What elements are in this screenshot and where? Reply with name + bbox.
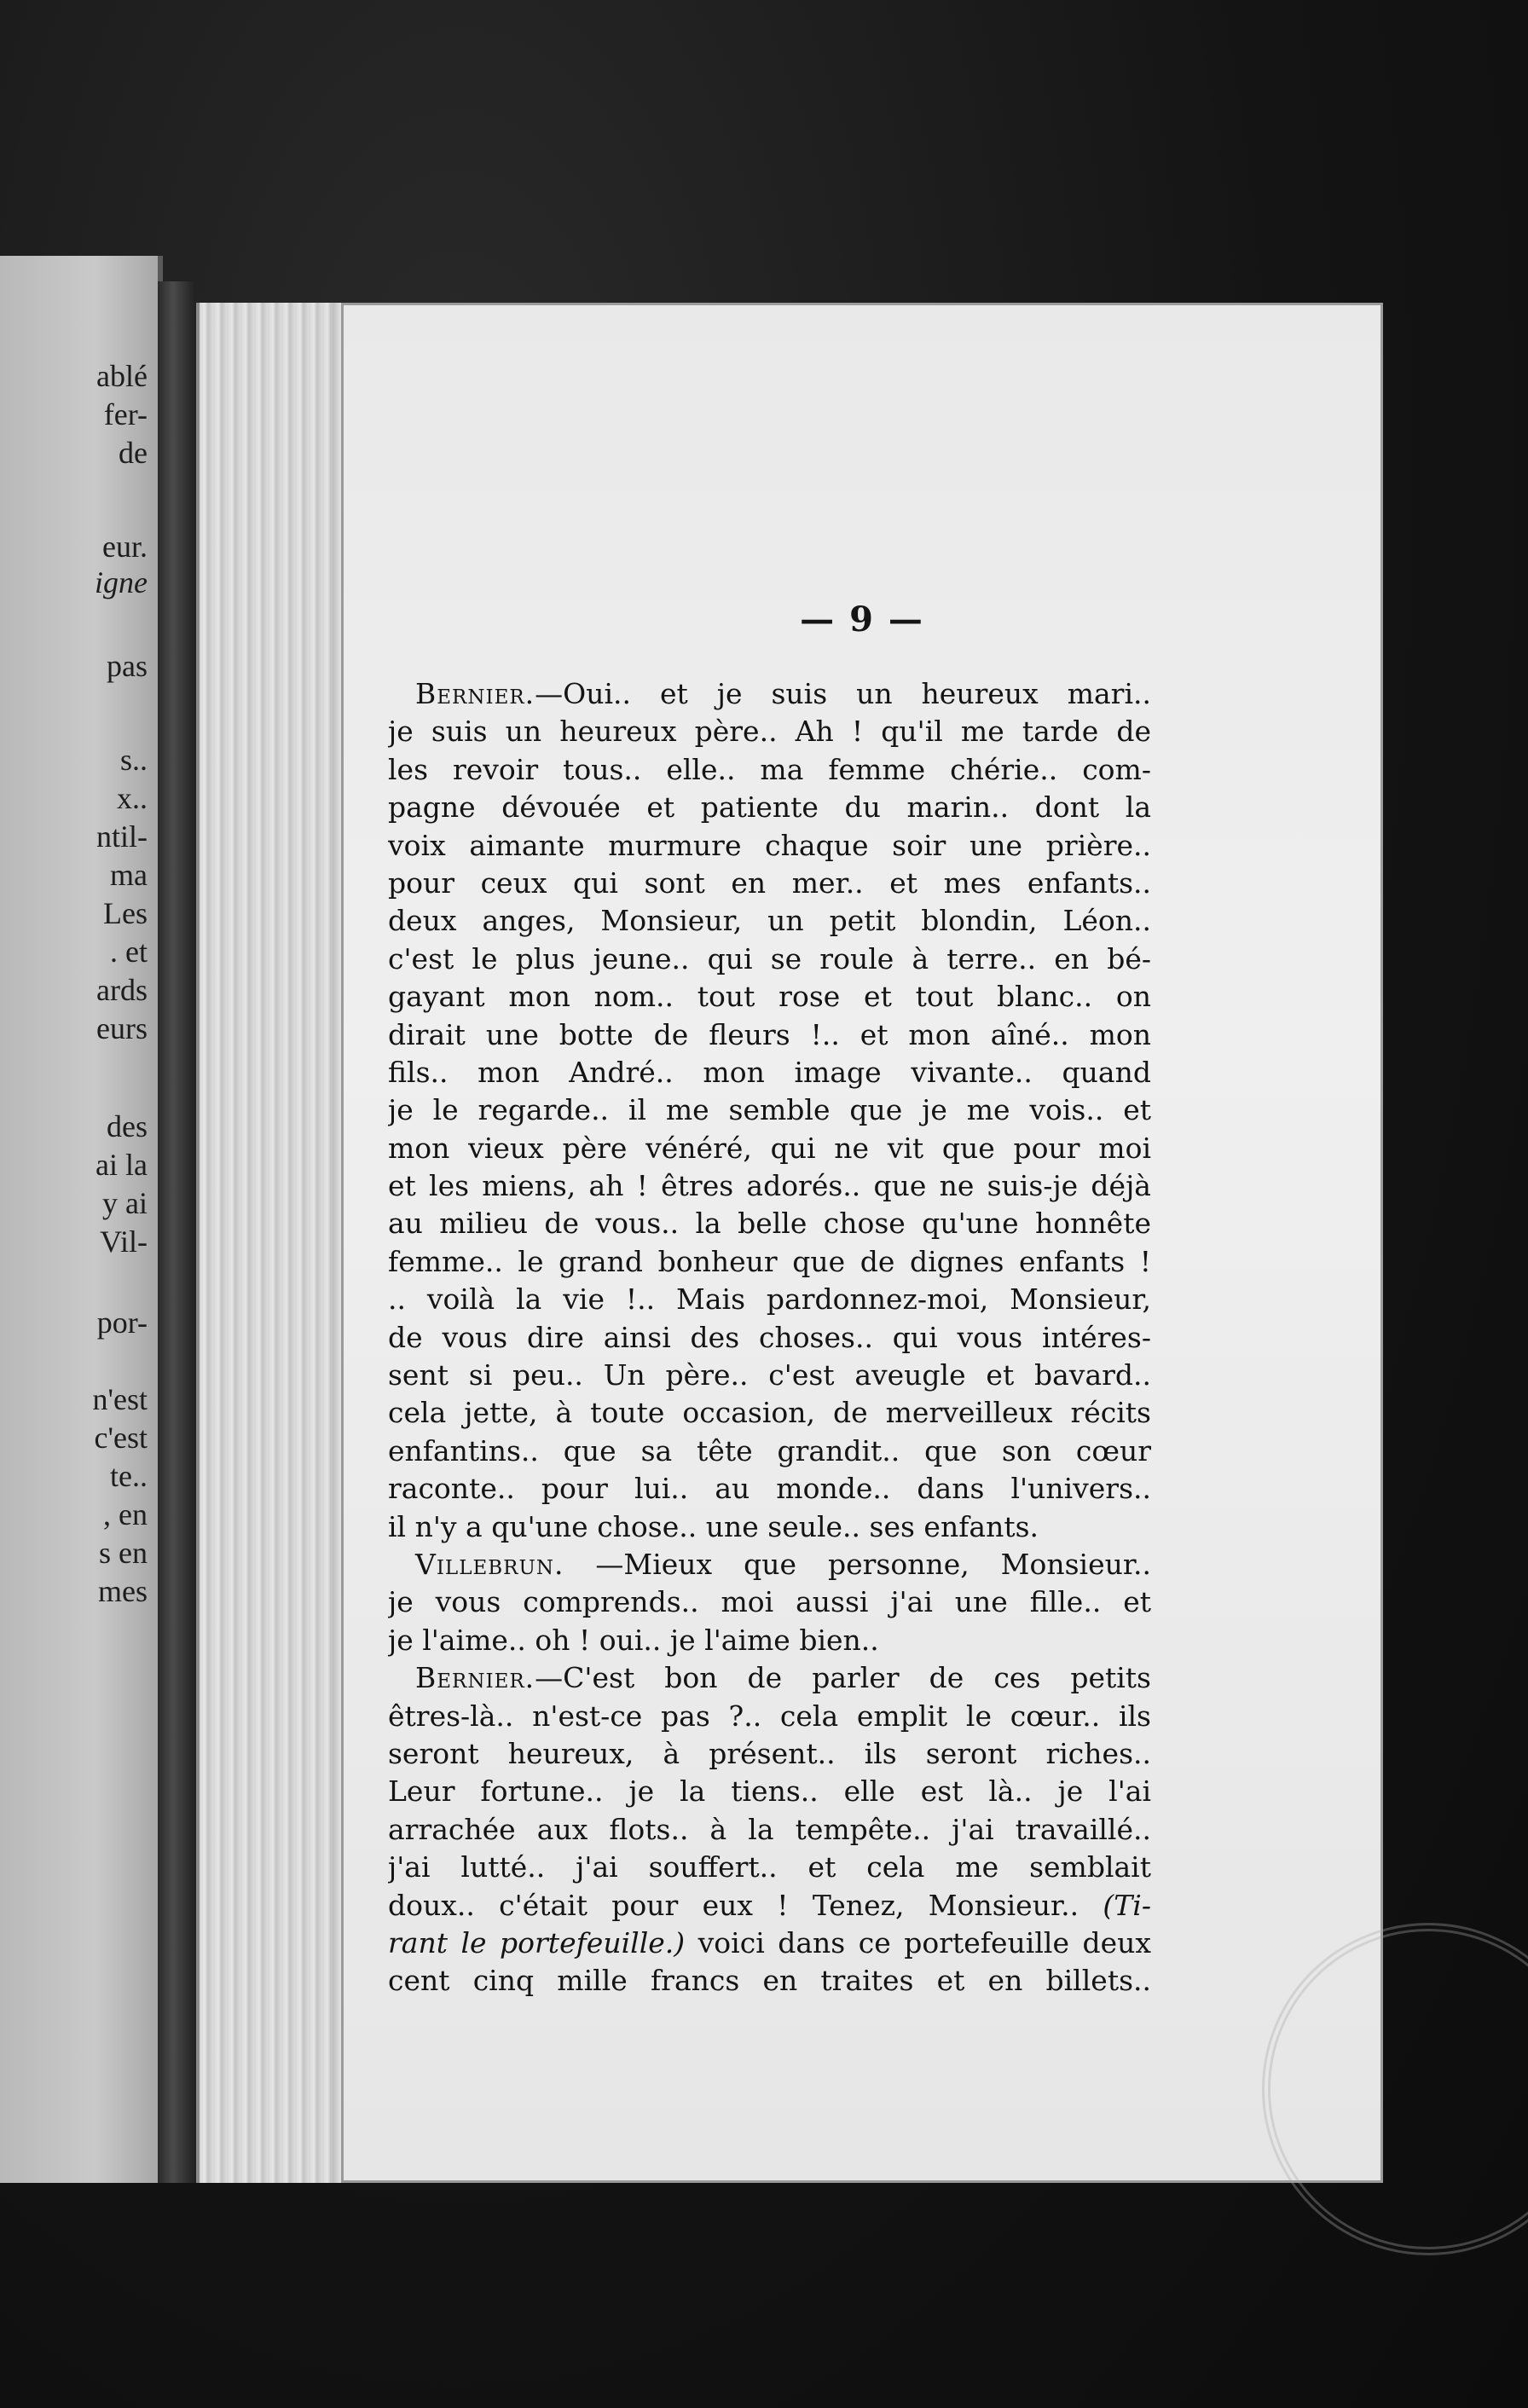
adjacent-page-text: . et <box>110 935 148 969</box>
line-text: fils.. mon André.. mon image vivante.. quand <box>388 1055 1151 1089</box>
line-text: Leur fortune.. je la tiens.. elle est là.. je l'ai <box>388 1774 1151 1809</box>
adjacent-page-text: ablé <box>96 359 148 393</box>
adjacent-page-text: ards <box>96 973 148 1007</box>
text-line <box>388 1016 1151 1054</box>
text-line <box>388 1394 1151 1432</box>
adjacent-page-text: c'est <box>94 1421 148 1455</box>
text-line <box>388 1319 1151 1357</box>
adjacent-page-text: Vil- <box>100 1224 148 1259</box>
text-line <box>388 1735 1151 1773</box>
line-text: enfantins.. que sa tête grandit.. que son cœur <box>388 1433 1151 1467</box>
text-line <box>388 1281 1151 1318</box>
line-text: pagne dévouée et patiente du marin.. dont la <box>388 790 1151 825</box>
text-line <box>388 1849 1151 1886</box>
text-line <box>388 789 1151 826</box>
text-line <box>388 1698 1151 1735</box>
line-text: —Oui.. et je suis un heureux mari.. <box>535 677 1151 710</box>
text-line <box>388 1622 1151 1659</box>
adjacent-page-text: x.. <box>117 781 148 815</box>
book-spine <box>158 281 196 2183</box>
line-text: cent cinq mille francs en traites et en billets.. <box>388 1964 1151 1998</box>
adjacent-page-text: y ai <box>102 1186 148 1220</box>
adjacent-page-text: de <box>119 436 148 470</box>
line-text: j'ai lutté.. j'ai souffert.. et cela me semblait <box>388 1850 1151 1884</box>
speaker-name: Bernier. <box>415 1661 535 1695</box>
text-line <box>388 1773 1151 1810</box>
text-line <box>388 902 1151 940</box>
text-line <box>388 1811 1151 1849</box>
adjacent-page-text: Les <box>103 896 148 930</box>
text-line <box>388 1470 1151 1508</box>
speaker-name: Villebrun. <box>415 1547 564 1581</box>
text-line <box>388 865 1151 902</box>
text-line <box>388 1433 1151 1470</box>
line-text: .. voilà la vie !.. Mais pardonnez-moi, Monsieur, <box>388 1282 1151 1317</box>
line-text: pour ceux qui sont en mer.. et mes enfants.. <box>388 865 1151 900</box>
text-line <box>388 1962 1151 2000</box>
text-line <box>388 1546 1151 1583</box>
adjacent-page-text: ai la <box>96 1148 148 1182</box>
adjacent-page-text: pas <box>107 649 148 683</box>
line-text: mon vieux père vénéré, qui ne vit que pour moi <box>388 1131 1151 1165</box>
line-text: gayant mon nom.. tout rose et tout blanc.. on <box>388 980 1151 1014</box>
line-text: deux anges, Monsieur, un petit blondin, Léon.. <box>388 904 1151 938</box>
line-text: je l'aime.. oh ! oui.. je l'aime bien.. <box>388 1623 879 1657</box>
text-line <box>388 1659 1151 1697</box>
line-text: dirait une botte de fleurs !.. et mon aîné.. mon <box>388 1017 1151 1051</box>
line-text: sent si peu.. Un père.. c'est aveugle et bavard.. <box>388 1358 1151 1392</box>
line-text: êtres-là.. n'est-ce pas ?.. cela emplit le cœur.. ils <box>388 1699 1151 1733</box>
stage-direction: rant le portefeuille.) <box>388 1925 686 1959</box>
page-body-text <box>388 675 1151 2000</box>
text-line <box>388 1887 1151 1925</box>
text-line <box>388 1243 1151 1281</box>
text-line <box>388 1205 1151 1242</box>
adjacent-page-text: eur. <box>102 530 148 564</box>
line-text: voici dans ce portefeuille deux <box>685 1925 1151 1959</box>
line-text: femme.. le grand bonheur que de dignes enfants ! <box>388 1244 1151 1278</box>
text-line <box>388 751 1151 789</box>
adjacent-page-fragment <box>0 256 163 2183</box>
text-line <box>388 1130 1151 1167</box>
book-page <box>341 303 1383 2183</box>
line-text: —Mieux que personne, Monsieur.. <box>564 1547 1151 1581</box>
line-text: seront heureux, à présent.. ils seront riches.. <box>388 1736 1151 1770</box>
adjacent-page-text: ntil- <box>96 819 148 854</box>
adjacent-page-text: des <box>107 1109 148 1143</box>
line-text: arrachée aux flots.. à la tempête.. j'ai travaillé.. <box>388 1812 1151 1846</box>
text-line <box>388 713 1151 750</box>
adjacent-page-text: ma <box>110 858 148 892</box>
text-line <box>388 1054 1151 1091</box>
text-line <box>388 1508 1151 1546</box>
text-line <box>388 1583 1151 1621</box>
line-text: cela jette, à toute occasion, de merveilleux récits <box>388 1396 1151 1430</box>
page-number: — 9 — <box>800 599 924 640</box>
adjacent-page-text: igne <box>95 565 148 599</box>
text-line <box>388 941 1151 978</box>
text-line <box>388 1925 1151 1962</box>
line-text: je le regarde.. il me semble que je me vois.. et <box>388 1093 1151 1127</box>
adjacent-page-text: , en <box>103 1497 148 1531</box>
text-line <box>388 978 1151 1016</box>
line-text: les revoir tous.. elle.. ma femme chérie.. com- <box>388 752 1151 786</box>
line-text: voix aimante murmure chaque soir une prière.. <box>388 828 1151 862</box>
line-text: c'est le plus jeune.. qui se roule à terre.. en bé- <box>388 941 1151 975</box>
text-line <box>388 827 1151 865</box>
line-text: il n'y a qu'une chose.. une seule.. ses enfants. <box>388 1509 1039 1543</box>
line-text: et les miens, ah ! êtres adorés.. que ne suis-je déjà <box>388 1169 1151 1203</box>
line-text: raconte.. pour lui.. au monde.. dans l'univers.. <box>388 1472 1151 1506</box>
line-text: doux.. c'était pour eux ! Tenez, Monsieur.. <box>388 1888 1103 1922</box>
line-text: je vous comprends.. moi aussi j'ai une fille.. et <box>388 1585 1151 1619</box>
line-text: je suis un heureux père.. Ah ! qu'il me tarde de <box>388 715 1151 749</box>
text-line <box>388 675 1151 713</box>
adjacent-page-text: eurs <box>96 1011 148 1045</box>
adjacent-page-text: s.. <box>119 743 148 777</box>
adjacent-page-text: s en <box>99 1536 148 1570</box>
adjacent-page-text: fer- <box>103 397 148 431</box>
text-line <box>388 1091 1151 1129</box>
speaker-name: Bernier. <box>415 677 535 710</box>
text-line <box>388 1167 1151 1205</box>
stage-direction: (Ti- <box>1103 1888 1151 1922</box>
adjacent-page-text: mes <box>98 1574 148 1608</box>
line-text: au milieu de vous.. la belle chose qu'une honnête <box>388 1207 1151 1241</box>
text-line <box>388 1357 1151 1394</box>
line-text: —C'est bon de parler de ces petits <box>535 1661 1151 1695</box>
page-torn-edge <box>196 303 344 2183</box>
adjacent-page-text: por- <box>96 1305 148 1340</box>
adjacent-page-text: te.. <box>110 1459 148 1493</box>
adjacent-page-text: n'est <box>92 1382 148 1416</box>
line-text: de vous dire ainsi des choses.. qui vous intéres- <box>388 1320 1151 1354</box>
